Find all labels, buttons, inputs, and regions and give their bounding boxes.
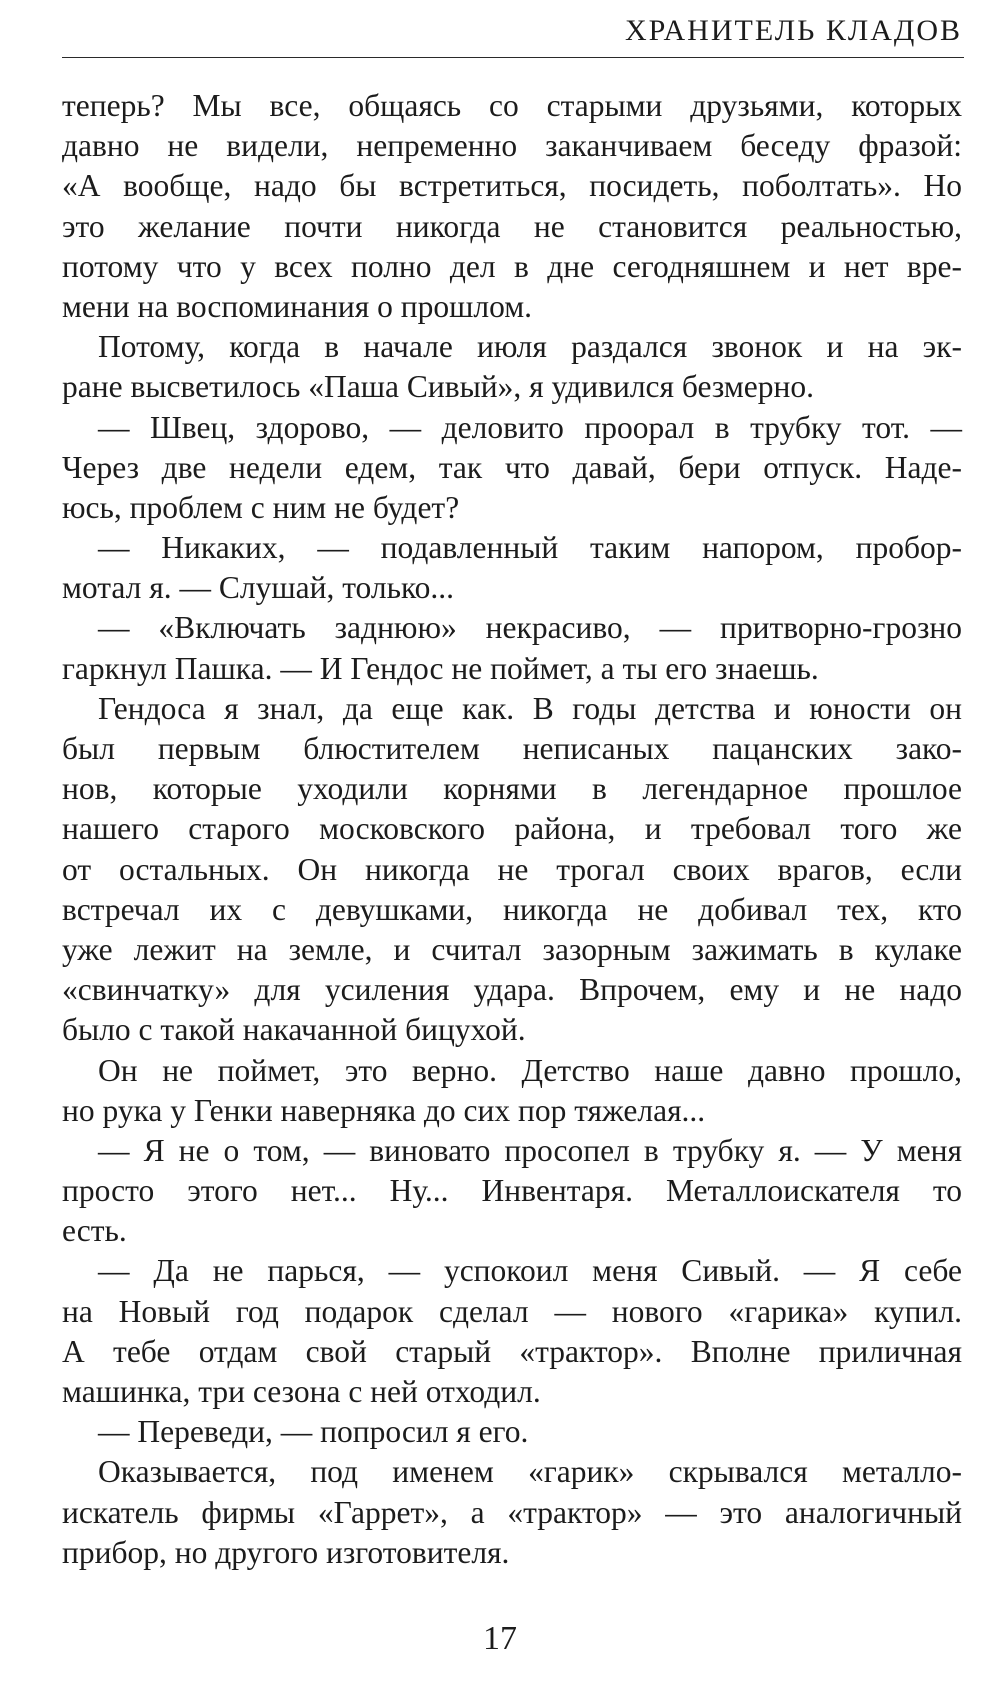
- text-line: гаркнул Пашка. — И Гендос не поймет, а ты его знаешь.: [62, 650, 819, 686]
- text-line: юсь, проблем с ним не будет?: [62, 489, 460, 525]
- text-line: Оказывается, под именем «гарик» скрывался металло-: [98, 1454, 962, 1490]
- text-line: — Никаких, — подавленный таким напором, пробор-: [98, 530, 962, 566]
- text-line: — «Включать заднюю» некрасиво, — притворно-грозно: [98, 610, 962, 646]
- text-line: теперь? Мы все, общаясь со старыми друзьями, которых: [62, 88, 962, 123]
- text-line: мени на воспоминания о прошлом.: [62, 288, 533, 324]
- text-line: Потому, когда в начале июля раздался звонок и на эк-: [98, 329, 962, 365]
- text-line: давно не видели, непременно заканчиваем беседу фразой:: [62, 128, 962, 164]
- text-line: — Я не о том, — виновато просопел в трубку я. — У меня: [98, 1132, 962, 1168]
- text-line: машинка, три сезона с ней отходил.: [62, 1374, 541, 1409]
- header-rule: [62, 57, 964, 58]
- text-line: просто этого нет... Ну... Инвентаря. Металлоискателя то: [62, 1173, 962, 1209]
- text-line: ране высветилось «Паша Сивый», я удивился безмерно.: [62, 369, 815, 405]
- text-line: — Переведи, — попросил я его.: [98, 1414, 529, 1450]
- text-line: искатель фирмы «Гаррет», а «трактор» — это аналогичный: [62, 1494, 962, 1530]
- body-text: [62, 86, 962, 1573]
- text-line: потому что у всех полно дел в дне сегодняшнем и нет вре-: [62, 248, 962, 284]
- text-line: мотал я. — Слушай, только...: [62, 570, 455, 606]
- text-line: от остальных. Он никогда не трогал своих врагов, если: [62, 851, 962, 887]
- text-line: — Да не парься, — успокоил меня Сивый. — Я себе: [98, 1253, 962, 1289]
- text-line: прибор, но другого изготовителя.: [62, 1534, 510, 1570]
- text-line: есть.: [62, 1213, 127, 1249]
- running-title: ХРАНИТЕЛЬ КЛАДОВ: [625, 14, 962, 47]
- text-line: нов, которые уходили корнями в легендарное прошлое: [62, 771, 962, 807]
- text-line: «свинчатку» для усиления удара. Впрочем, ему и не надо: [62, 972, 962, 1008]
- text-line: Он не поймет, это верно. Детство наше давно прошло,: [98, 1052, 962, 1088]
- text-line: — Швец, здорово, — деловито проорал в трубку тот. —: [98, 409, 962, 445]
- text-line: на Новый год подарок сделал — нового «гарика» купил.: [62, 1293, 962, 1329]
- text-line: Гендоса я знал, да еще как. В годы детства и юности он: [98, 690, 962, 726]
- text-line: уже лежит на земле, и считал зазорным зажимать в кулаке: [62, 931, 962, 967]
- text-line: но рука у Генки наверняка до сих пор тяжелая...: [62, 1092, 706, 1128]
- text-line: это желание почти никогда не становится реальностью,: [62, 208, 962, 244]
- text-line: было с такой накачанной бицухой.: [62, 1012, 526, 1048]
- text-line: встречал их с девушками, никогда не добивал тех, кто: [62, 891, 962, 927]
- page-number: 17: [483, 1620, 517, 1657]
- text-line: нашего старого московского района, и требовал того же: [62, 811, 962, 847]
- text-line: А тебе отдам свой старый «трактор». Вполне приличная: [62, 1333, 962, 1369]
- text-line: был первым блюстителем неписаных пацанских зако-: [62, 731, 962, 766]
- text-line: Через две недели едем, так что давай, бери отпуск. Наде-: [62, 449, 962, 485]
- text-line: «А вообще, надо бы встретиться, посидеть, поболтать». Но: [62, 168, 962, 204]
